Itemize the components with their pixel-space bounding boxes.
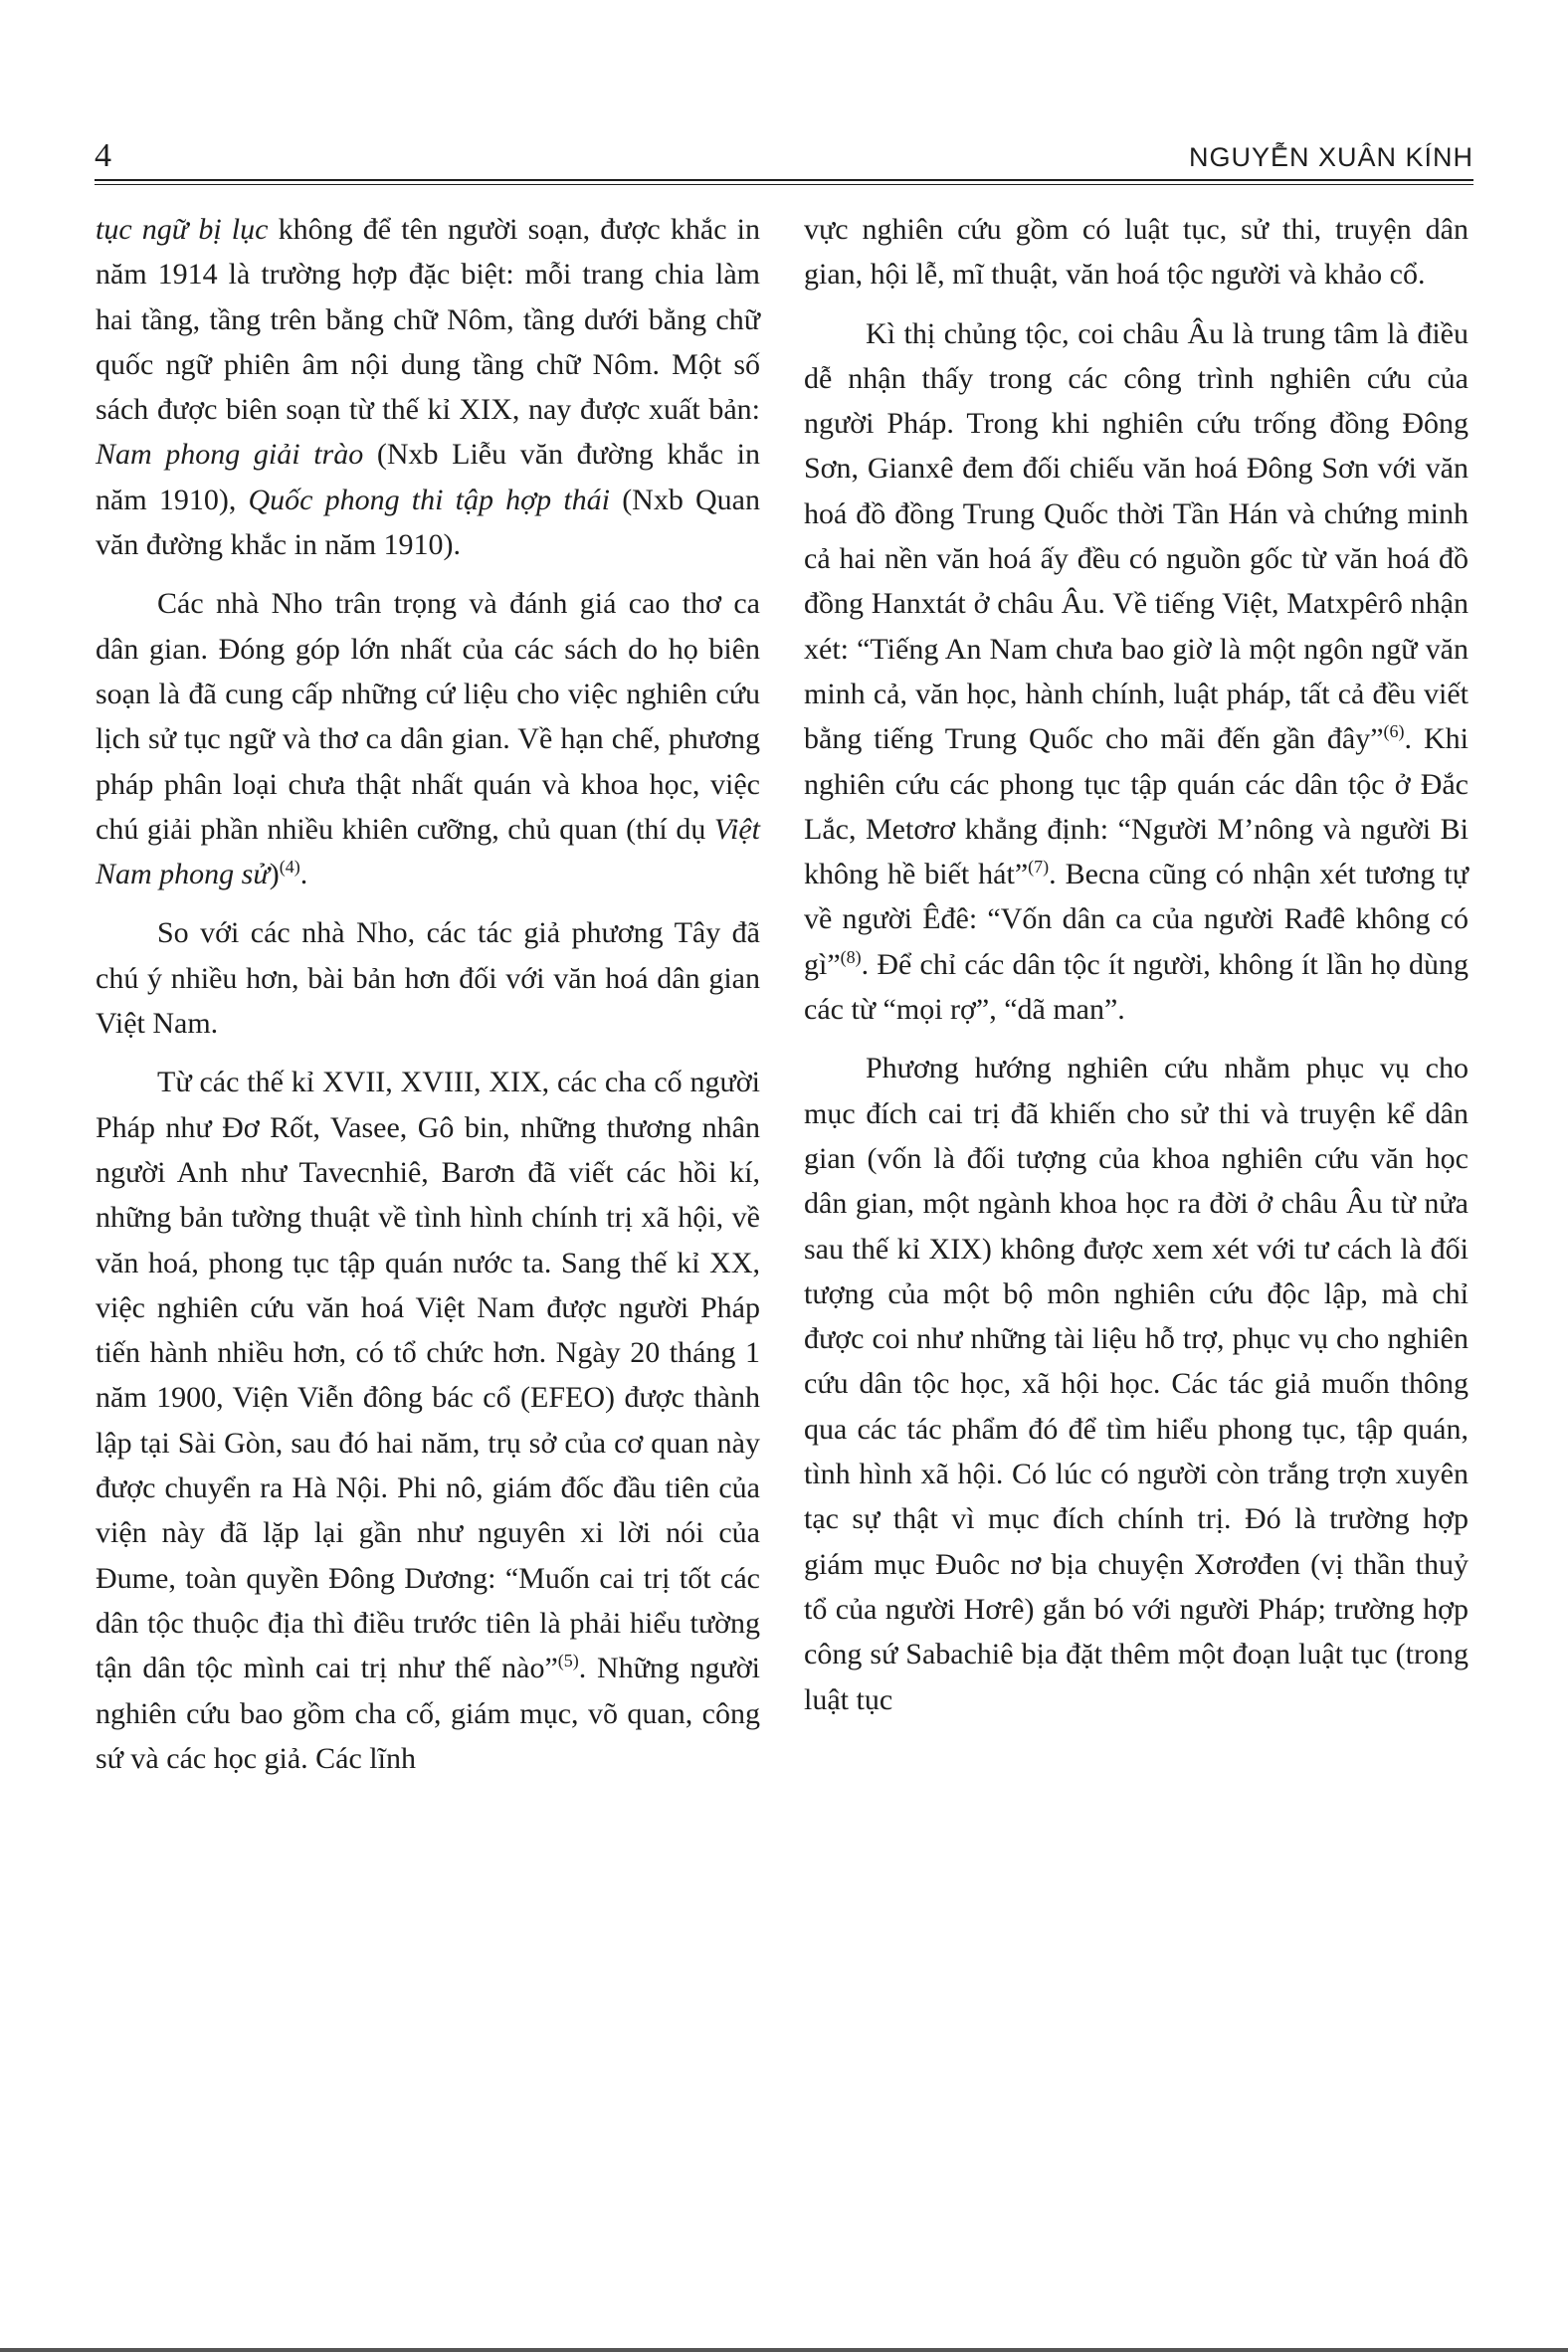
text-run: . Để chỉ các dân tộc ít người, không ít lần họ dùng các từ “mọi rợ”, “dã man”. [804, 947, 1469, 1027]
paragraph [96, 581, 760, 896]
paragraph: So với các nhà Nho, các tác giả phương Tây đã chú ý nhiều hơn, bài bản hơn đối với văn hoá dân gian Việt Nam. [96, 916, 760, 1041]
text-run: (Nxb Liễu văn đường khắc in năm 1910), [96, 438, 760, 516]
page-number: 4 [95, 137, 111, 174]
paragraph [96, 207, 760, 567]
text-run: . Khi nghiên cứu các phong tục tập quán các dân tộc ở Đắc Lắc, Metơrơ khẳng định: “Người M’nông và người Bi không hề biết hát” [804, 722, 1470, 891]
paragraph: Phương hướng nghiên cứu nhằm phục vụ cho mục đích cai trị đã khiến cho sử thi và truyện kể dân gian (vốn là đối tượng của khoa nghiên cứu văn học dân gian, một ngành khoa học ra đời ở châu Âu từ nửa sau thế kỉ XIX) không được xem xét với tư cách là đối tượng của một bộ môn nghiên cứu độc lập, mà chỉ được coi như những tài liệu hỗ trợ, phục vụ cho nghiên cứu dân tộc học, xã hội học. Các tác giả muốn thông qua các tác phẩm đó để tìm hiểu phong tục, tập quán, tình hình xã hội. Có lúc có người còn trắng trợn xuyên tạc sự thật vì mục đích chính trị. Đó là trường hợp giám mục Đuôc nơ bịa chuyện Xơrơđen (vị thần thuỷ tổ của người Hơrê) gắn bó với người Pháp; trường hợp công sứ Sabachiê bịa đặt thêm một đoạn luật tục (trong luật tục [804, 1052, 1469, 1716]
paragraph [804, 311, 1469, 1033]
footnote-ref: (8) [840, 946, 862, 967]
footnote-ref: (4) [279, 857, 300, 878]
right-column [804, 207, 1469, 1736]
footnote-ref: (7) [1028, 857, 1050, 878]
text-run: Kì thị chủng tộc, coi châu Âu là trung tâm là điều dễ nhận thấy trong các công trình nghiên cứu của người Pháp. Trong khi nghiên cứu trống đồng Đông Sơn, Gianxê đem đối chiếu văn hoá Đông Sơn với văn hoá đồ đồng Trung Quốc thời Tần Hán và chứng minh cả hai nền văn hoá ấy đều có nguồn gốc từ văn hoá đồ đồng Hanxtát ở châu Âu. Về tiếng Việt, Matxpêrô nhận xét: “Tiếng An Nam chưa bao giờ là một ngôn ngữ văn minh cả, văn học, hành chính, luật pháp, tất cả đều viết bằng tiếng Trung Quốc cho mãi đến gần đây” [804, 316, 1469, 756]
footnote-ref: (5) [557, 1651, 579, 1671]
book-title: Việt Nam phong sử [96, 812, 760, 891]
left-column [96, 207, 760, 1795]
scan-edge [0, 2348, 1568, 2352]
text-run: Các nhà Nho trân trọng và đánh giá cao thơ ca dân gian. Đóng góp lớn nhất của các sách do họ biên soạn là đã cung cấp những cứ liệu cho việc nghiên cứu lịch sử tục ngữ và thơ ca dân gian. Về hạn chế, phương pháp phân loại chưa thật nhất quán và khoa học, việc chú giải phần nhiều khiên cưỡng, chủ quan (thí dụ [96, 587, 760, 846]
text-run: không để tên người soạn, được khắc in năm 1914 là trường hợp đặc biệt: mỗi trang chia làm hai tầng, tầng trên bằng chữ Nôm, tầng dưới bằng chữ quốc ngữ phiên âm nội dung tầng chữ Nôm. Một số sách được biên soạn từ thế kỉ XIX, nay được xuất bản: [96, 213, 761, 427]
text-run: (Nxb Quan văn đường khắc in năm 1910). [96, 483, 760, 562]
paragraph [96, 1060, 760, 1781]
text-run: . Những người nghiên cứu bao gồm cha cố, giám mục, võ quan, công sứ và các học giả. Các lĩnh [96, 1652, 760, 1775]
page-header [95, 139, 1473, 183]
book-title: Quốc phong thi tập hợp thái [248, 483, 611, 516]
book-title: tục ngữ bị lục [96, 213, 269, 246]
text-run: Từ các thế kỉ XVII, XVIII, XIX, các cha cố người Pháp như Đơ Rốt, Vasee, Gô bin, những thương nhân người Anh như Tavecnhiê, Barơn đã viết các hồi kí, những bản tường thuật về tình hình chính trị xã hội, về văn hoá, phong tục tập quán nước ta. Sang thế kỉ XX, việc nghiên cứu văn hoá Việt Nam được người Pháp tiến hành nhiều hơn, có tổ chức hơn. Ngày 20 tháng 1 năm 1900, Viện Viễn đông bác cổ (EFEO) được thành lập tại Sài Gòn, sau đó hai năm, trụ sở của cơ quan này được chuyển ra Hà Nội. Phi nô, giám đốc đầu tiên của viện này đã lặp lại gần như nguyên xi lời nói của Đume, toàn quyền Đông Dương: “Muốn cai trị tốt các dân tộc thuộc địa thì điều trước tiên là phải hiểu tường tận dân tộc mình cai trị như thế nào” [96, 1066, 760, 1685]
running-head: NGUYỄN XUÂN KÍNH [1188, 142, 1473, 172]
book-title: Nam phong giải trào [96, 438, 364, 472]
text-run: ) [269, 858, 280, 891]
footnote-ref: (6) [1383, 721, 1405, 742]
header-rule [95, 179, 1473, 185]
paragraph: vực nghiên cứu gồm có luật tục, sử thi, truyện dân gian, hội lễ, mĩ thuật, văn hoá tộc người và khảo cổ. [804, 213, 1469, 292]
text-run: . [299, 858, 308, 891]
text-run: . Becna cũng có nhận xét tương tự về người Êđê: “Vốn dân ca của người Rađê không có gì” [804, 858, 1469, 981]
